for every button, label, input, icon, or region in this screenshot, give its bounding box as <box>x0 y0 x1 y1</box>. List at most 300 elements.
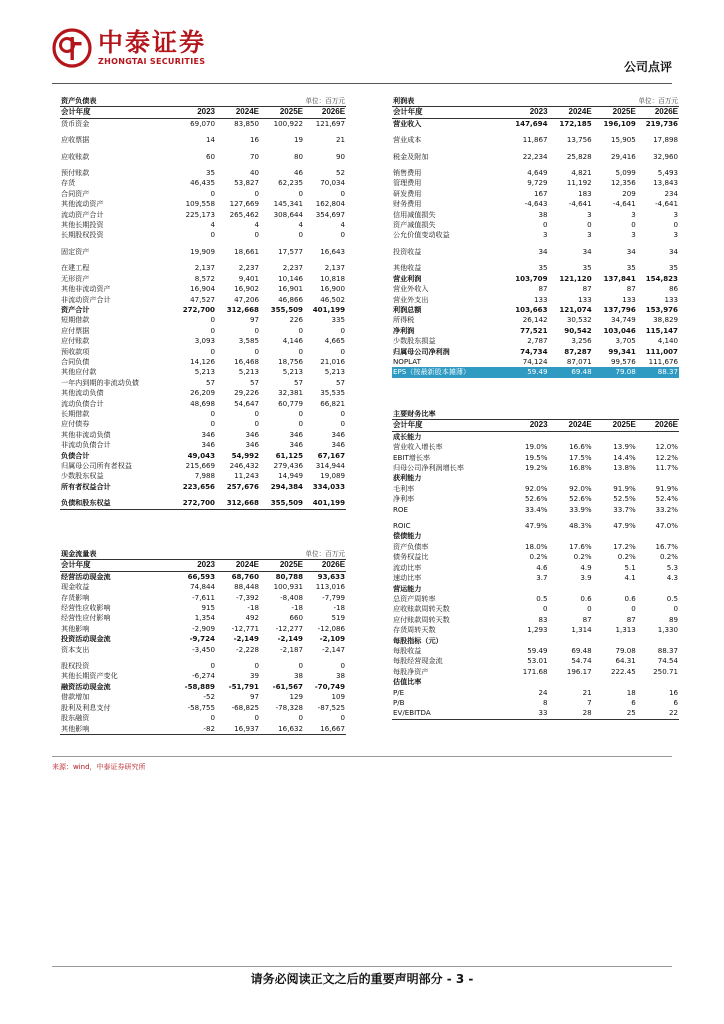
column-header: 2026E <box>637 107 679 118</box>
table-row <box>60 724 346 735</box>
row-value <box>637 677 679 687</box>
row-value: -7,392 <box>236 592 259 602</box>
row-label: ROIC <box>393 521 411 531</box>
row-value: 32,960 <box>653 151 678 161</box>
row-label: 营业收入增长率 <box>393 442 443 452</box>
row-value: 346 <box>201 429 215 439</box>
row-value: 35 <box>538 263 548 273</box>
row-value: 19.5% <box>524 452 548 462</box>
row-value: 88.37 <box>637 367 679 377</box>
table-row <box>392 178 679 188</box>
row-value: 4.3 <box>666 573 678 583</box>
column-header: 2026E <box>304 560 346 571</box>
row-value: 0 <box>254 419 259 429</box>
row-value <box>637 431 679 442</box>
table-row <box>60 295 346 305</box>
column-header: 2023 <box>172 107 216 118</box>
row-value: 3 <box>587 209 592 219</box>
table-row <box>392 542 679 552</box>
row-label: 资产合计 <box>61 304 90 314</box>
table-row <box>60 367 346 377</box>
row-label: 每股经营现金流 <box>393 656 443 666</box>
row-value: -4,641 <box>655 199 678 209</box>
row-label: 销售费用 <box>393 168 422 178</box>
row-value: 53,827 <box>234 178 259 188</box>
row-value: 47.9% <box>524 521 548 531</box>
row-value: 34 <box>538 246 548 256</box>
row-label: 流动负债合计 <box>61 398 104 408</box>
row-value: 68,760 <box>231 571 259 581</box>
row-value <box>504 584 548 594</box>
row-label: 毛利率 <box>393 483 415 493</box>
row-value: 33.7% <box>613 504 636 514</box>
row-value: 308,644 <box>273 209 303 219</box>
row-value: 54,992 <box>231 450 259 460</box>
row-value <box>593 473 637 483</box>
row-value: 0 <box>298 325 303 335</box>
row-value: 46,435 <box>190 178 215 188</box>
row-label: 股利及利息支付 <box>61 702 111 712</box>
row-value: 91.9% <box>655 483 678 493</box>
row-value: 492 <box>245 613 259 623</box>
column-header: 2026E <box>304 107 346 118</box>
row-value: 196.17 <box>566 666 592 676</box>
row-label: 负债和股东权益 <box>60 498 172 509</box>
row-value: 5,213 <box>238 367 259 377</box>
row-value: -9,724 <box>189 634 215 644</box>
row-value <box>637 636 679 646</box>
table-row <box>60 613 346 623</box>
row-value: 87 <box>626 614 636 624</box>
row-value <box>549 473 593 483</box>
table-row <box>392 168 679 178</box>
row-label: 流动比率 <box>393 562 422 572</box>
row-value: 334,033 <box>312 481 346 491</box>
row-value: 87 <box>626 284 636 294</box>
row-value: 0 <box>673 220 678 230</box>
row-label: 应收账款 <box>61 151 90 161</box>
footer-divider <box>52 966 672 967</box>
row-value: -18 <box>291 603 303 613</box>
row-value: 0 <box>340 408 346 418</box>
table-row <box>392 336 679 346</box>
header-divider <box>52 83 672 84</box>
row-value: 354,697 <box>315 209 346 219</box>
row-value: 113,016 <box>315 582 346 592</box>
table-row <box>392 604 679 614</box>
row-value: 54,647 <box>234 398 259 408</box>
row-label: 所得税 <box>393 315 415 325</box>
row-value: 46 <box>293 168 303 178</box>
row-value: 312,668 <box>216 498 260 509</box>
row-value: 3 <box>673 209 678 219</box>
row-value: 0 <box>210 713 215 723</box>
table-row <box>60 603 346 613</box>
row-value: 314,944 <box>315 461 346 470</box>
row-value: 11,243 <box>234 471 259 481</box>
row-value: 97 <box>249 692 259 702</box>
row-value: 3.9 <box>580 573 592 583</box>
row-value: 0 <box>254 325 259 335</box>
row-value: 172,185 <box>559 118 592 128</box>
row-value: 48,698 <box>190 398 215 408</box>
row-value: 64.31 <box>615 656 636 666</box>
row-value: 3 <box>631 209 636 219</box>
row-value: 16.7% <box>655 541 678 551</box>
row-value: -18 <box>247 603 259 613</box>
row-value: 14,126 <box>190 356 215 366</box>
table-row <box>60 671 346 681</box>
row-value: 4 <box>340 220 346 230</box>
row-value: 52.4% <box>655 494 678 504</box>
row-value: 48.3% <box>569 521 592 531</box>
row-value: 90 <box>336 151 346 161</box>
row-value: 0 <box>298 661 303 671</box>
source-divider <box>52 756 672 757</box>
row-value: 915 <box>201 603 215 613</box>
row-value: 153,976 <box>645 304 678 314</box>
row-value: 39 <box>249 671 259 681</box>
row-value: 74,734 <box>520 346 548 356</box>
row-value: 21,016 <box>320 356 346 366</box>
row-value: 69.48 <box>571 645 592 655</box>
row-value: 1,330 <box>657 625 678 635</box>
row-value: 0 <box>254 188 259 198</box>
row-value: 401,199 <box>312 304 346 314</box>
table-row <box>392 367 679 377</box>
row-value: 11,867 <box>522 135 548 145</box>
row-value: 3,585 <box>238 336 259 346</box>
row-value: 0 <box>210 408 215 418</box>
table-row <box>392 295 679 305</box>
row-value <box>593 636 637 646</box>
row-value: -2,187 <box>280 644 303 654</box>
row-label: 成长能力 <box>393 431 422 441</box>
row-value: 294,384 <box>270 481 303 491</box>
table-row <box>392 135 679 145</box>
table-row <box>60 451 346 461</box>
row-value: 18,661 <box>234 246 259 256</box>
row-value: 10,146 <box>278 273 303 283</box>
row-value: 14.4% <box>613 452 636 462</box>
row-label: 存货周转天数 <box>393 625 436 635</box>
row-value: 0 <box>210 315 215 325</box>
row-label: 存货影响 <box>61 592 90 602</box>
row-label: 合同资产 <box>61 188 90 198</box>
row-label: 其他非流动负债 <box>61 429 111 439</box>
row-value: 272,700 <box>172 498 216 509</box>
row-value: 9,401 <box>238 273 259 283</box>
row-value: 74,124 <box>522 356 548 366</box>
row-value: 9,729 <box>527 178 548 188</box>
row-value: 0.2% <box>573 552 592 562</box>
row-value: 29,416 <box>610 151 636 161</box>
row-value: 4 <box>298 220 303 230</box>
row-label: 投资收益 <box>393 246 422 256</box>
row-label: 公允价值变动收益 <box>393 230 450 240</box>
column-header: 2024E <box>216 560 260 571</box>
row-value: 100,922 <box>273 118 303 128</box>
row-value: 519 <box>331 613 346 623</box>
row-value: 133 <box>578 294 592 304</box>
row-value: 0.2% <box>529 552 548 562</box>
row-label: 利润总额 <box>393 304 422 314</box>
row-value: 133 <box>622 294 636 304</box>
row-value: 257,676 <box>226 481 259 491</box>
row-value: 183 <box>578 188 592 198</box>
row-value: 219,736 <box>645 118 678 128</box>
row-label: 每股指标（元） <box>393 635 443 645</box>
row-label: 税金及附加 <box>393 151 429 161</box>
row-value: -4,643 <box>524 199 548 209</box>
row-label: 固定资产 <box>61 246 90 256</box>
footer-disclaimer: 请务必阅读正文之后的重要声明部分 - 3 - <box>250 972 474 986</box>
table-row <box>392 584 679 594</box>
row-value: 4.9 <box>580 562 592 572</box>
table-row <box>60 498 346 509</box>
table-row <box>392 708 679 719</box>
row-value: 18 <box>626 687 636 697</box>
row-value: 87,071 <box>566 356 592 366</box>
row-label: 经营活动现金流 <box>61 571 111 581</box>
row-value: 0 <box>298 230 303 240</box>
row-value: 0 <box>210 346 215 356</box>
row-value: 162,804 <box>315 199 346 209</box>
row-label: EBIT增长率 <box>393 452 431 462</box>
row-value: 3,256 <box>571 336 592 346</box>
row-value: 0 <box>298 419 303 429</box>
row-value <box>637 473 679 483</box>
row-label: EV/EBITDA <box>392 708 504 719</box>
row-value: 16,667 <box>304 724 346 735</box>
table-row <box>392 505 679 515</box>
source-note: 来源：wind，中泰证券研究所 <box>52 763 146 771</box>
row-value: 19,909 <box>190 246 215 256</box>
table-row <box>392 305 679 315</box>
balance-sheet-table <box>60 96 346 510</box>
row-value <box>504 636 548 646</box>
row-label: 一年内到期的非流动负债 <box>61 377 140 387</box>
row-value: 26,142 <box>522 315 548 325</box>
row-label: 预付账款 <box>61 168 90 178</box>
row-label: 其他流动负债 <box>61 388 104 398</box>
row-value: 137,841 <box>603 273 636 283</box>
table-row <box>392 531 679 541</box>
row-value: 2,137 <box>194 263 215 273</box>
table-unit: 单位：百万元 <box>216 549 346 560</box>
row-value: -4,641 <box>568 199 592 209</box>
row-value: 121,697 <box>315 118 346 128</box>
table-row <box>60 571 346 582</box>
row-value: 70 <box>249 151 259 161</box>
table-row <box>60 230 346 240</box>
table-title: 利润表 <box>392 96 549 107</box>
row-value: 4.6 <box>536 562 548 572</box>
row-value: 0 <box>340 188 346 198</box>
row-value: 86 <box>668 284 678 294</box>
report-type: 公司点评 <box>623 60 672 74</box>
row-value: 12,356 <box>610 178 636 188</box>
row-value: 0 <box>210 325 215 335</box>
row-value: 121,074 <box>559 304 592 314</box>
table-row <box>60 471 346 481</box>
row-value <box>504 431 548 442</box>
row-value: 87 <box>538 284 548 294</box>
row-value: 2,237 <box>238 263 259 273</box>
row-value: 61,125 <box>275 450 303 460</box>
row-value: 127,669 <box>229 199 259 209</box>
row-value: 4,821 <box>571 168 592 178</box>
row-value: 60 <box>205 151 215 161</box>
row-value: 83 <box>538 614 548 624</box>
row-value <box>637 531 679 541</box>
row-label: 归属母公司净利润 <box>393 346 450 356</box>
table-row <box>60 199 346 209</box>
row-value: 346 <box>201 440 215 450</box>
row-label: 经营性应付影响 <box>61 613 111 623</box>
table-row <box>392 442 679 452</box>
table-row <box>392 573 679 583</box>
row-value: 35,535 <box>320 388 346 398</box>
row-value: 17,898 <box>653 135 678 145</box>
row-value: 33.4% <box>524 504 548 514</box>
row-value: 137,796 <box>603 304 636 314</box>
row-value: 0 <box>298 188 303 198</box>
row-value: 5,213 <box>194 367 215 377</box>
row-value: 7 <box>587 697 592 707</box>
row-value: 0 <box>587 604 592 614</box>
row-value: 14 <box>205 135 215 145</box>
row-value: 12.0% <box>655 442 678 452</box>
row-label: 营业成本 <box>393 135 422 145</box>
row-value: 16,643 <box>320 246 346 256</box>
row-value: 103,663 <box>515 304 548 314</box>
table-row <box>60 461 346 471</box>
row-value: 52.6% <box>524 494 548 504</box>
row-label: P/B <box>393 697 405 707</box>
row-value <box>504 473 548 483</box>
table-row <box>392 594 679 604</box>
row-value: 355,509 <box>260 498 304 509</box>
table-row <box>392 473 679 483</box>
row-label: 研发费用 <box>393 188 422 198</box>
table-row <box>392 357 679 367</box>
row-label: 估值比率 <box>393 677 422 687</box>
row-value <box>549 636 593 646</box>
row-value: 154,823 <box>645 273 678 283</box>
row-value: 57 <box>205 377 215 387</box>
row-label: 货币资金 <box>61 118 90 128</box>
row-value: 5,099 <box>615 168 636 178</box>
row-value: 222.45 <box>610 666 636 676</box>
row-value: -61,567 <box>272 681 303 691</box>
table-row <box>392 284 679 294</box>
table-row <box>60 713 346 723</box>
row-value: 225,173 <box>185 209 215 219</box>
row-value: 57 <box>249 377 259 387</box>
row-value: 111,676 <box>648 356 678 366</box>
table-header-row <box>60 107 346 118</box>
table-row <box>60 284 346 294</box>
table-row <box>60 220 346 230</box>
table-title: 主要财务比率 <box>392 409 549 420</box>
row-value: 100,931 <box>273 582 303 592</box>
row-value: 3 <box>673 230 678 240</box>
row-value <box>593 677 637 687</box>
row-value: 346 <box>289 429 303 439</box>
row-value: 660 <box>289 613 303 623</box>
table-row <box>60 399 346 409</box>
row-value: 1,313 <box>615 625 636 635</box>
table-row <box>392 636 679 646</box>
row-value: 93,633 <box>317 571 346 581</box>
row-value: 16,900 <box>320 284 346 294</box>
column-header: 2025E <box>593 107 637 118</box>
table-row <box>60 305 346 315</box>
table-row <box>392 688 679 698</box>
row-value: 74.54 <box>657 656 678 666</box>
table-row <box>392 230 679 240</box>
row-value: 59.49 <box>527 645 548 655</box>
row-value: 0 <box>254 713 259 723</box>
row-value: 35 <box>582 263 592 273</box>
row-value: 5.1 <box>624 562 636 572</box>
row-value: 22,234 <box>522 151 548 161</box>
row-value: 272,700 <box>182 304 215 314</box>
table-header-row <box>60 560 346 571</box>
row-value: 67,167 <box>317 450 346 460</box>
row-value: 4,649 <box>527 168 548 178</box>
table-row <box>60 645 346 655</box>
row-label: 经营性应收影响 <box>61 603 111 613</box>
table-row <box>392 698 679 708</box>
row-value: 47,206 <box>234 294 259 304</box>
table-title: 资产负债表 <box>60 96 216 107</box>
table-unit: 单位：百万元 <box>549 96 679 107</box>
row-value: 83,850 <box>234 118 259 128</box>
row-value: 171.68 <box>522 666 548 676</box>
row-label: 合同负债 <box>61 356 90 366</box>
row-value: 7,988 <box>194 471 215 481</box>
table-row <box>392 646 679 656</box>
row-value: 34 <box>626 246 636 256</box>
row-label: 非流动负债合计 <box>61 440 111 450</box>
table-row <box>392 118 679 129</box>
table-row <box>392 667 679 677</box>
row-value: 17.5% <box>569 452 592 462</box>
row-value: 47.9% <box>613 521 636 531</box>
row-value: 77,521 <box>520 325 548 335</box>
row-label: 信用减值损失 <box>393 209 436 219</box>
row-value: 0 <box>298 713 303 723</box>
table-row <box>60 152 346 162</box>
row-value: 0 <box>340 325 346 335</box>
row-value: 4 <box>210 220 215 230</box>
table-row <box>392 463 679 473</box>
table-row <box>392 247 679 257</box>
table-row <box>392 552 679 562</box>
column-header: 会计年度 <box>392 107 504 118</box>
row-value: 0 <box>631 604 636 614</box>
row-label: 投资活动现金流 <box>61 634 111 644</box>
table-title-row <box>392 409 679 420</box>
row-value: -58,755 <box>187 702 215 712</box>
row-value: 4,140 <box>657 336 678 346</box>
row-value: 215,669 <box>185 461 215 470</box>
row-label: 管理费用 <box>393 178 422 188</box>
row-label: 负债合计 <box>61 450 90 460</box>
row-value: 6 <box>631 697 636 707</box>
